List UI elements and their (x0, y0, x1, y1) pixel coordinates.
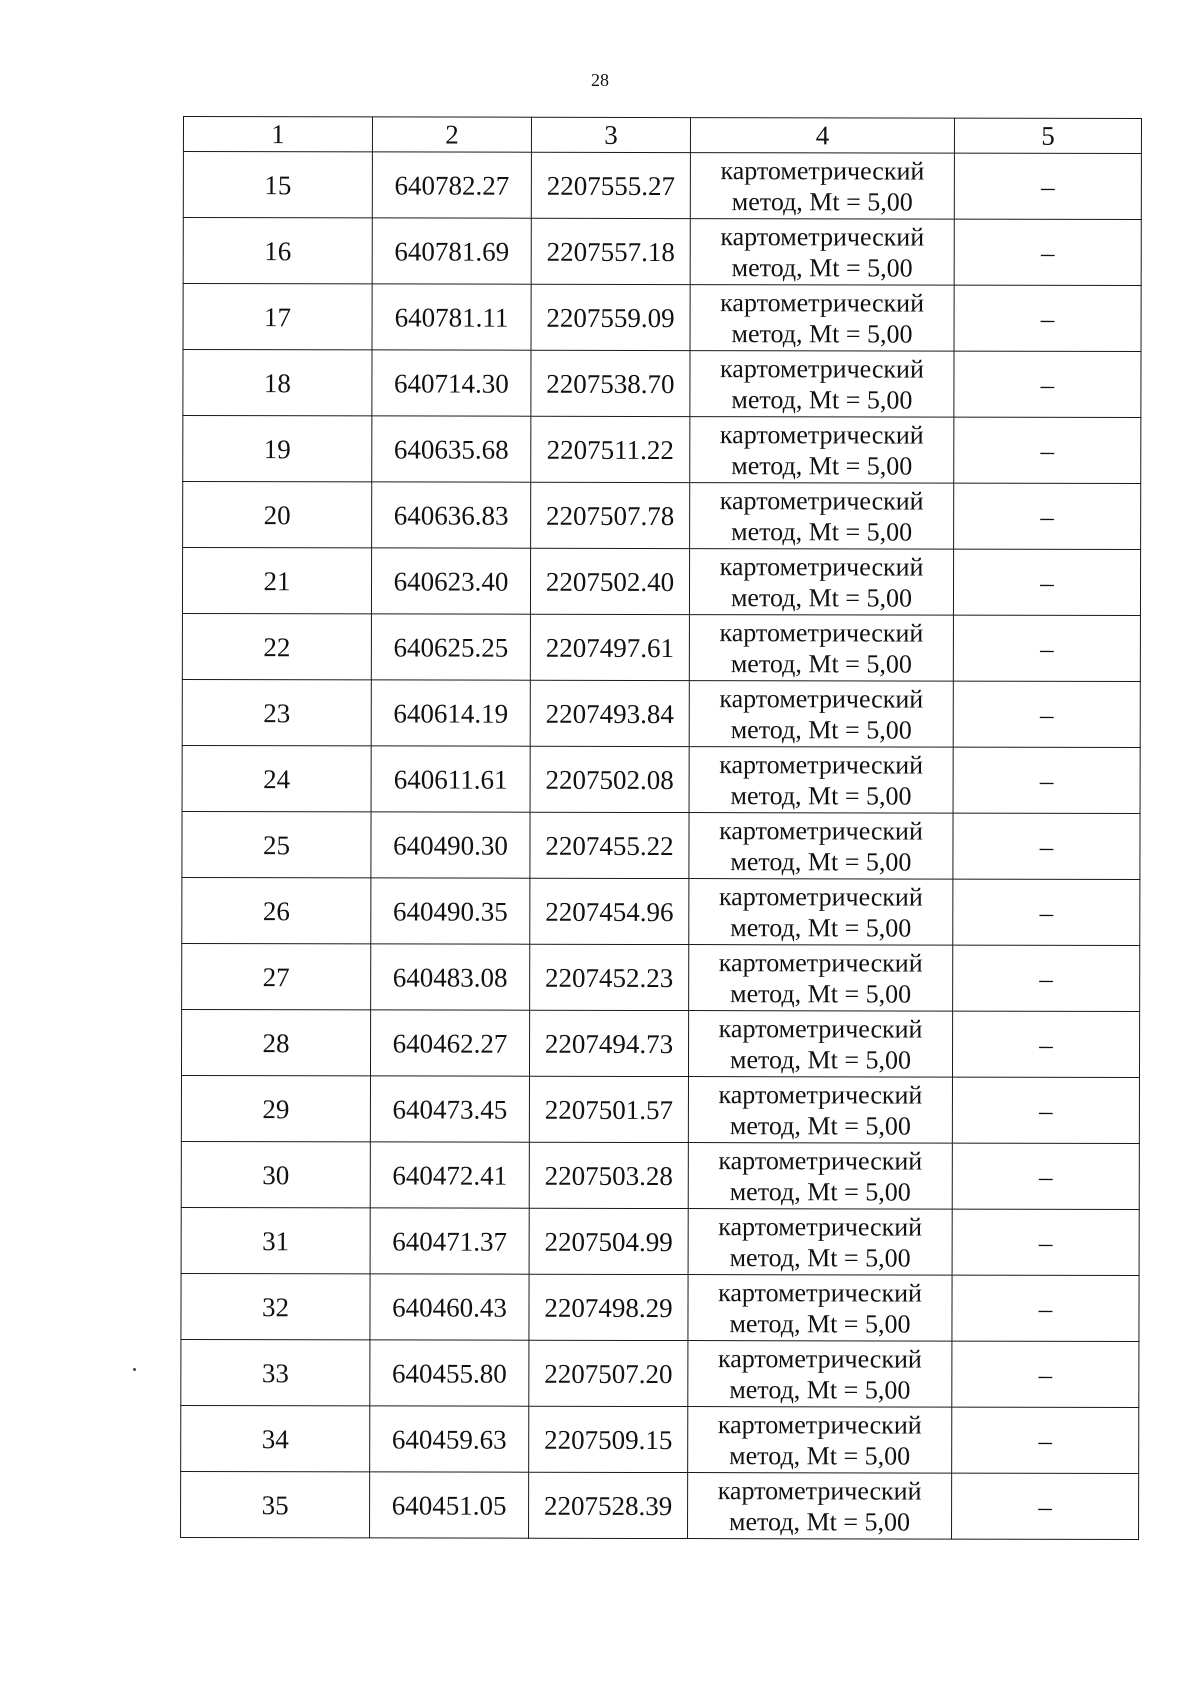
cell-y-coordinate: 2207559.09 (531, 284, 690, 350)
cell-method: картометрический метод, Mt = 5,00 (689, 747, 953, 814)
cell-x-coordinate: 640781.69 (372, 218, 531, 284)
cell-point-number: 23 (182, 679, 371, 745)
cell-y-coordinate: 2207555.27 (531, 152, 690, 218)
cell-point-number: 35 (181, 1471, 370, 1537)
cell-y-coordinate: 2207494.73 (529, 1010, 688, 1076)
cell-description: – (953, 615, 1140, 681)
header-row (183, 117, 1141, 154)
cell-x-coordinate: 640483.08 (371, 944, 530, 1010)
cell-point-number: 30 (181, 1141, 370, 1207)
cell-method: картометрический метод, Mt = 5,00 (689, 681, 953, 748)
table-row (182, 943, 1140, 1011)
cell-x-coordinate: 640471.37 (370, 1208, 529, 1274)
cell-y-coordinate: 2207538.70 (531, 350, 690, 416)
cell-method: картометрический метод, Mt = 5,00 (688, 1275, 952, 1342)
cell-method: картометрический метод, Mt = 5,00 (688, 1077, 952, 1144)
table-row (183, 152, 1141, 220)
cell-point-number: 33 (181, 1339, 370, 1405)
page-number: 28 (591, 70, 609, 90)
cell-x-coordinate: 640455.80 (370, 1340, 529, 1406)
cell-method: картометрический метод, Mt = 5,00 (690, 483, 954, 550)
cell-method: картометрический метод, Mt = 5,00 (690, 219, 954, 286)
cell-x-coordinate: 640714.30 (372, 350, 531, 416)
cell-description: – (954, 351, 1141, 417)
cell-x-coordinate: 640472.41 (370, 1142, 529, 1208)
cell-x-coordinate: 640623.40 (371, 548, 530, 614)
cell-x-coordinate: 640460.43 (370, 1274, 529, 1340)
cell-method: картометрический метод, Mt = 5,00 (688, 1011, 952, 1078)
table-body (181, 152, 1142, 1540)
table-row (182, 811, 1140, 879)
cell-method: картометрический метод, Mt = 5,00 (688, 1209, 952, 1276)
header-cell-point-number: 1 (183, 117, 372, 152)
cell-y-coordinate: 2207507.78 (531, 482, 690, 548)
cell-method: картометрический метод, Mt = 5,00 (689, 615, 953, 682)
cell-description: – (952, 1143, 1139, 1209)
table-row (183, 416, 1141, 484)
cell-point-number: 25 (182, 811, 371, 877)
cell-x-coordinate: 640459.63 (370, 1406, 529, 1472)
cell-point-number: 32 (181, 1273, 370, 1339)
cell-description: – (954, 219, 1141, 285)
cell-y-coordinate: 2207507.20 (529, 1340, 688, 1406)
table-row (181, 1009, 1139, 1077)
cell-point-number: 31 (181, 1207, 370, 1273)
cell-method: картометрический метод, Mt = 5,00 (688, 1407, 952, 1474)
cell-description: – (954, 153, 1141, 219)
cell-method: картометрический метод, Mt = 5,00 (688, 1473, 952, 1540)
table-row (182, 679, 1140, 747)
cell-y-coordinate: 2207501.57 (529, 1076, 688, 1142)
table-row (182, 613, 1140, 681)
cell-y-coordinate: 2207452.23 (530, 944, 689, 1010)
cell-x-coordinate: 640473.45 (370, 1076, 529, 1142)
coordinates-table (180, 116, 1142, 1540)
cell-method: картометрический метод, Mt = 5,00 (689, 879, 953, 946)
cell-x-coordinate: 640625.25 (371, 614, 530, 680)
cell-x-coordinate: 640490.30 (371, 812, 530, 878)
cell-description: – (954, 483, 1141, 549)
cell-description: – (954, 417, 1141, 483)
table-row (181, 1141, 1139, 1209)
cell-description: – (952, 1341, 1139, 1407)
cell-point-number: 26 (182, 877, 371, 943)
cell-y-coordinate: 2207497.61 (530, 614, 689, 680)
cell-description: – (952, 1473, 1139, 1539)
cell-method: картометрический метод, Mt = 5,00 (689, 945, 953, 1012)
cell-point-number: 27 (182, 943, 371, 1009)
cell-description: – (952, 1209, 1139, 1275)
cell-point-number: 24 (182, 745, 371, 811)
cell-description: – (953, 549, 1140, 615)
table-row (181, 1075, 1139, 1143)
cell-point-number: 18 (183, 350, 372, 416)
header-cell-method: 4 (690, 118, 954, 154)
cell-description: – (953, 945, 1140, 1011)
header-cell-x-coordinate: 2 (372, 117, 531, 152)
cell-method: картометрический метод, Mt = 5,00 (689, 549, 953, 616)
cell-y-coordinate: 2207498.29 (529, 1274, 688, 1340)
cell-y-coordinate: 2207528.39 (529, 1472, 688, 1538)
cell-point-number: 22 (182, 613, 371, 679)
cell-y-coordinate: 2207493.84 (530, 680, 689, 746)
table-row (181, 1273, 1139, 1341)
cell-point-number: 29 (181, 1075, 370, 1141)
cell-y-coordinate: 2207503.28 (529, 1142, 688, 1208)
header-cell-y-coordinate: 3 (531, 117, 690, 152)
cell-point-number: 20 (183, 482, 372, 548)
cell-description: – (953, 813, 1140, 879)
table-row (181, 1207, 1139, 1275)
cell-x-coordinate: 640462.27 (370, 1010, 529, 1076)
cell-point-number: 17 (183, 284, 372, 350)
cell-x-coordinate: 640782.27 (372, 152, 531, 218)
cell-method: картометрический метод, Mt = 5,00 (689, 813, 953, 880)
cell-x-coordinate: 640490.35 (371, 878, 530, 944)
scan-speck (133, 1368, 136, 1371)
cell-point-number: 15 (183, 152, 372, 218)
header-cell-description: 5 (954, 118, 1141, 153)
table-row (181, 1339, 1139, 1407)
cell-y-coordinate: 2207502.40 (530, 548, 689, 614)
cell-description: – (953, 747, 1140, 813)
table-header (183, 117, 1141, 154)
cell-x-coordinate: 640451.05 (370, 1472, 529, 1538)
cell-description: – (952, 1275, 1139, 1341)
cell-y-coordinate: 2207557.18 (531, 218, 690, 284)
cell-point-number: 16 (183, 218, 372, 284)
cell-x-coordinate: 640635.68 (372, 416, 531, 482)
table-row (182, 548, 1140, 616)
cell-y-coordinate: 2207509.15 (529, 1406, 688, 1472)
cell-x-coordinate: 640781.11 (372, 284, 531, 350)
cell-y-coordinate: 2207455.22 (530, 812, 689, 878)
cell-point-number: 28 (181, 1009, 370, 1075)
cell-point-number: 21 (182, 548, 371, 614)
cell-x-coordinate: 640611.61 (371, 746, 530, 812)
cell-y-coordinate: 2207504.99 (529, 1208, 688, 1274)
cell-description: – (953, 879, 1140, 945)
table-row (183, 284, 1141, 352)
cell-description: – (953, 681, 1140, 747)
cell-x-coordinate: 640636.83 (372, 482, 531, 548)
cell-method: картометрический метод, Mt = 5,00 (688, 1143, 952, 1210)
cell-method: картометрический метод, Mt = 5,00 (690, 153, 954, 220)
table-row (183, 482, 1141, 550)
cell-y-coordinate: 2207502.08 (530, 746, 689, 812)
cell-method: картометрический метод, Mt = 5,00 (690, 351, 954, 418)
table-row (182, 877, 1140, 945)
cell-x-coordinate: 640614.19 (371, 680, 530, 746)
cell-method: картометрический метод, Mt = 5,00 (690, 417, 954, 484)
table-row (181, 1471, 1139, 1539)
cell-method: картометрический метод, Mt = 5,00 (688, 1341, 952, 1408)
table-row (183, 350, 1141, 418)
cell-y-coordinate: 2207511.22 (531, 416, 690, 482)
cell-point-number: 19 (183, 416, 372, 482)
cell-description: – (952, 1407, 1139, 1473)
cell-method: картометрический метод, Mt = 5,00 (690, 285, 954, 352)
table-row (181, 1405, 1139, 1473)
cell-description: – (952, 1077, 1139, 1143)
cell-description: – (954, 285, 1141, 351)
table-row (182, 745, 1140, 813)
cell-description: – (952, 1011, 1139, 1077)
table-row (183, 218, 1141, 286)
cell-point-number: 34 (181, 1405, 370, 1471)
cell-y-coordinate: 2207454.96 (530, 878, 689, 944)
